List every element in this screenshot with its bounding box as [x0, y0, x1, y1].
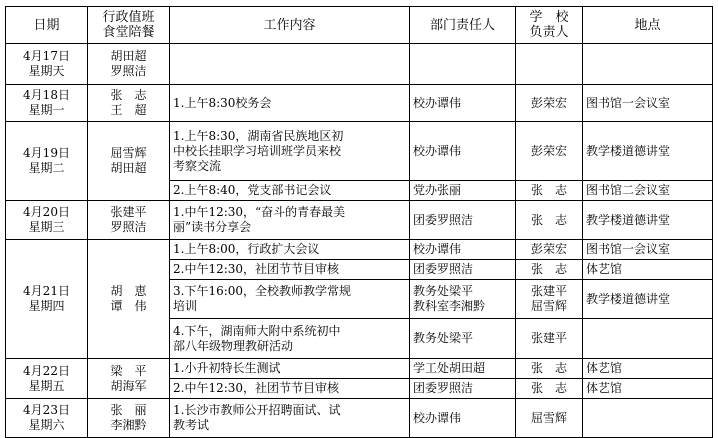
schedule-row	[6, 359, 713, 379]
task-location: 图书馆二会议室	[583, 181, 713, 201]
header-work: 工作内容	[170, 7, 410, 44]
task-location: 体艺馆	[583, 379, 713, 399]
duty-staff: 屈雪辉 胡田超	[88, 122, 170, 201]
school-owner: 屈雪辉	[516, 399, 583, 438]
schedule-row	[6, 399, 713, 438]
department-owner: 团委罗照洁	[410, 201, 516, 240]
task-content: 2.中午12:30，社团节节目审核	[170, 260, 410, 280]
task-content: 2.上午8:40，党支部书记会议	[170, 181, 410, 201]
schedule-row	[6, 201, 713, 240]
schedule-row	[6, 240, 713, 260]
task-content: 1.小升初特长生测试	[170, 359, 410, 379]
task-content: 1.上午8:00，行政扩大会议	[170, 240, 410, 260]
school-owner: 张 志	[516, 181, 583, 201]
school-owner: 彭荣宏	[516, 240, 583, 260]
school-owner: 张 志	[516, 260, 583, 280]
task-location-empty	[583, 44, 713, 85]
department-owner: 教务处梁平 教科室李湘黔	[410, 280, 516, 319]
school-owner-empty	[516, 44, 583, 85]
duty-staff: 胡田超 罗照洁	[88, 44, 170, 85]
header-school: 学 校 负责人	[516, 7, 583, 44]
department-owner: 团委罗照洁	[410, 260, 516, 280]
schedule-row	[6, 85, 713, 122]
task-content: 2.中午12:30，社团节节目审核	[170, 379, 410, 399]
header-dept: 部门责任人	[410, 7, 516, 44]
day-date: 4月19日 星期二	[6, 122, 88, 201]
duty-staff: 胡 恵 谭 伟	[88, 240, 170, 359]
school-owner: 彭荣宏	[516, 122, 583, 181]
day-date: 4月22日 星期五	[6, 359, 88, 399]
department-owner: 校办谭伟	[410, 122, 516, 181]
day-date: 4月20日 星期三	[6, 201, 88, 240]
task-content: 4.下午，湖南师大附中系统初中 部八年级物理教研活动	[170, 319, 410, 359]
duty-staff: 张 丽 李湘黔	[88, 399, 170, 438]
task-location: 教学楼道德讲堂	[583, 122, 713, 181]
day-date: 4月21日 星期四	[6, 240, 88, 359]
department-owner: 团委罗照洁	[410, 379, 516, 399]
task-location: 体艺馆	[583, 260, 713, 280]
day-date: 4月23日 星期六	[6, 399, 88, 438]
department-owner: 教务处梁平	[410, 319, 516, 359]
task-content-empty	[170, 44, 410, 85]
task-location: 教学楼道德讲堂	[583, 280, 713, 319]
task-content: 1.中午12:30，“奋斗的青春最美 丽”读书分享会	[170, 201, 410, 240]
school-owner: 张 志	[516, 201, 583, 240]
task-content: 3.下午16:00，全校教师教学常规 培训	[170, 280, 410, 319]
header-row	[6, 7, 713, 44]
task-location	[583, 319, 713, 359]
schedule-row	[6, 122, 713, 181]
school-owner: 张 志	[516, 379, 583, 399]
task-content: 1.上午8:30校务会	[170, 85, 410, 122]
task-location: 教学楼道德讲堂	[583, 201, 713, 240]
header-date: 日期	[6, 7, 88, 44]
day-date: 4月17日 星期天	[6, 44, 88, 85]
header-place: 地点	[583, 7, 713, 44]
task-location	[583, 399, 713, 438]
school-owner: 张建平 屈雪辉	[516, 280, 583, 319]
header-duty: 行政值班 食堂陪餐	[88, 7, 170, 44]
department-owner: 校办谭伟	[410, 399, 516, 438]
duty-staff: 张建平 罗照洁	[88, 201, 170, 240]
task-content: 1.长沙市教师公开招聘面试、试 教考试	[170, 399, 410, 438]
task-location: 体艺馆	[583, 359, 713, 379]
department-owner: 校办谭伟	[410, 240, 516, 260]
duty-staff: 梁 平 胡海军	[88, 359, 170, 399]
department-owner-empty	[410, 44, 516, 85]
department-owner: 党办张丽	[410, 181, 516, 201]
task-content: 1.上午8:30，湖南省民族地区初 中校长挂职学习培训班学员来校 考察交流	[170, 122, 410, 181]
department-owner: 校办谭伟	[410, 85, 516, 122]
task-location: 图书馆一会议室	[583, 240, 713, 260]
school-owner: 张 志	[516, 359, 583, 379]
day-date: 4月18日 星期一	[6, 85, 88, 122]
school-owner: 彭荣宏	[516, 85, 583, 122]
department-owner: 学工处胡田超	[410, 359, 516, 379]
duty-staff: 张 志 王 超	[88, 85, 170, 122]
schedule-row	[6, 44, 713, 85]
task-location: 图书馆一会议室	[583, 85, 713, 122]
weekly-schedule-table	[5, 6, 713, 438]
school-owner: 张建平	[516, 319, 583, 359]
